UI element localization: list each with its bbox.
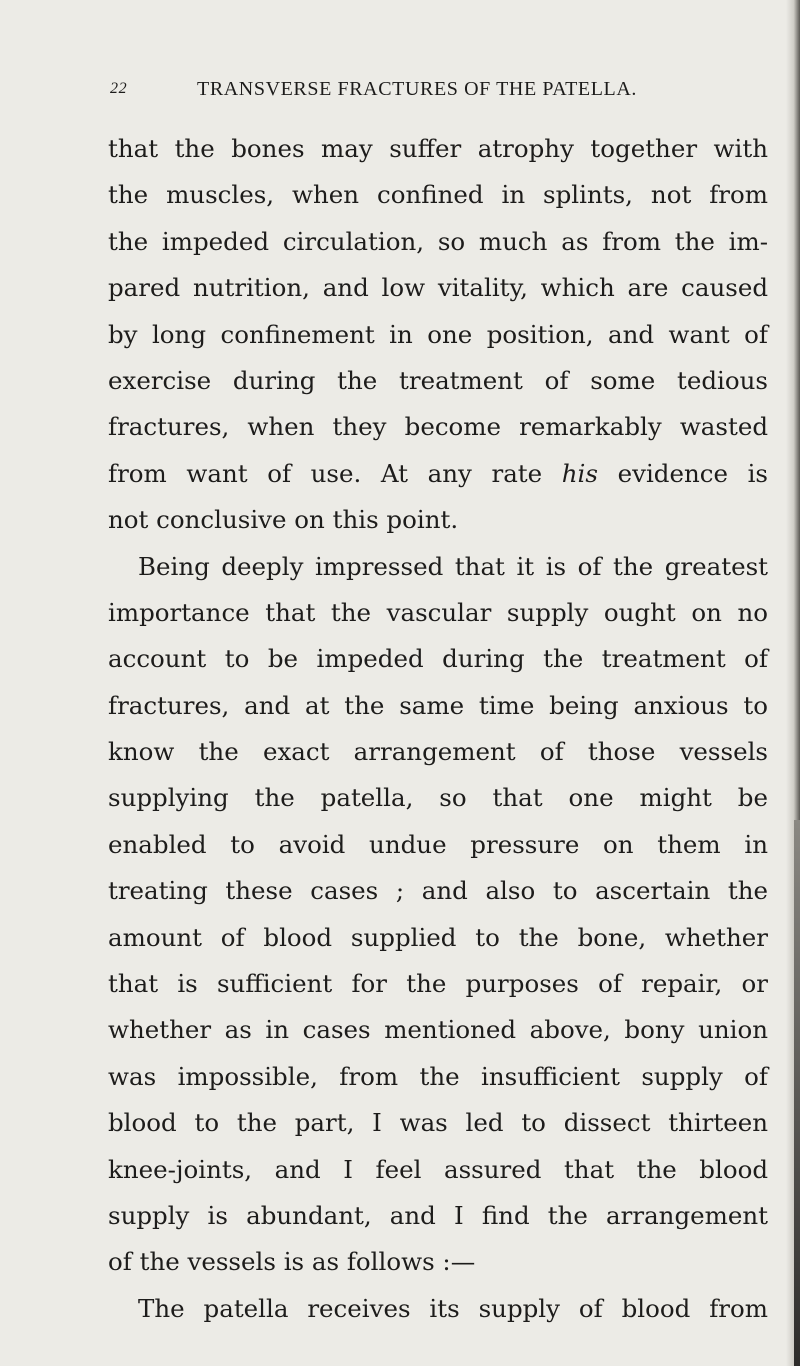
text-line: whether as in cases mentioned above, bony union [108,1015,768,1045]
paragraph-first-line: The patella receives its supply of blood from [138,1293,768,1323]
body-text [108,126,768,1332]
text-line: exercise during the treatment of some tedious [108,365,768,395]
text-line: fractures, when they become remarkably wasted [108,412,768,442]
text-line: knee-joints, and I feel assured that the blood [108,1154,768,1184]
text-line: fractures, and at the same time being anxious to [108,690,768,720]
running-title: TRANSVERSE FRACTURES OF THE PATELLA. [197,78,637,100]
text-segment: from want of use. At any rate [108,458,562,488]
text-line: not conclusive on this point. [108,505,459,535]
text-line: of the vessels is as follows :— [108,1247,476,1277]
text-line-with-italic [108,451,768,497]
text-line: treating these cases ; and also to ascertain the [108,876,768,906]
page-number: 22 [110,80,128,97]
text-line: pared nutrition, and low vitality, which are caused [108,273,768,303]
text-line: supply is abundant, and I find the arrangement [108,1200,768,1230]
text-line: importance that the vascular supply ought on no [108,597,768,627]
text-line: was impossible, from the insufficient supply of [108,1061,768,1091]
text-line: by long confinement in one position, and want of [108,319,768,349]
text-line: that is sufficient for the purposes of repair, or [108,969,768,999]
text-line: the impeded circulation, so much as from the im- [108,226,768,256]
text-segment: evidence is [597,458,768,488]
text-line: blood to the part, I was led to dissect thirteen [108,1108,768,1138]
text-line: that the bones may suffer atrophy together with [108,134,768,163]
running-head [110,78,698,108]
text-line: account to be impeded during the treatment of [108,644,768,674]
text-line: supplying the patella, so that one might be [108,783,768,813]
page-edge-binding [794,820,800,1366]
text-line: enabled to avoid undue pressure on them in [108,829,768,859]
italic-word: his [561,458,598,488]
text-line: know the exact arrangement of those vessels [108,737,768,767]
paragraph-first-line: Being deeply impressed that it is of the greatest [138,551,768,581]
text-line: the muscles, when confined in splints, not from [108,180,768,210]
text-line: amount of blood supplied to the bone, whether [108,922,768,952]
